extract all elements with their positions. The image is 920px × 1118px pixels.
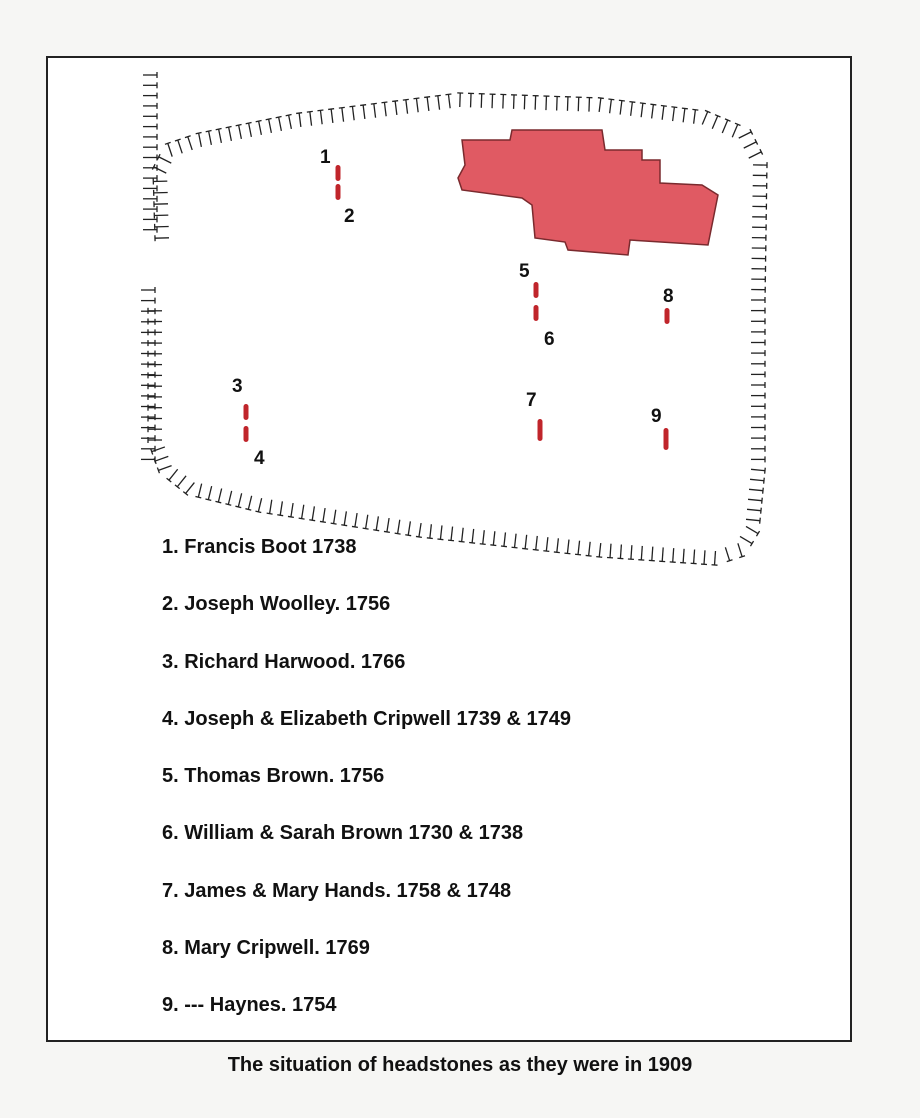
hedge-mark <box>511 95 517 109</box>
hedge-mark <box>752 255 766 261</box>
hedge-mark <box>751 403 765 409</box>
hedge-mark <box>152 164 167 176</box>
hedge-mark <box>245 495 254 510</box>
hedge-mark <box>691 109 699 124</box>
hedge-mark <box>205 485 214 500</box>
legend-item: 8. Mary Cripwell. 1769 <box>162 937 370 960</box>
hedge-mark <box>543 96 549 110</box>
hedge-mark <box>373 516 381 531</box>
legend-item: 6. William & Sarah Brown 1730 & 1738 <box>162 822 524 845</box>
hedge-mark <box>751 456 765 462</box>
hedge-mark <box>299 504 307 519</box>
hedge-mark <box>360 105 368 120</box>
hedge-mark <box>532 96 538 110</box>
hedge-mark <box>750 476 765 483</box>
hedge-mark <box>167 467 180 482</box>
hedge-mark <box>596 98 604 113</box>
headstone-marker <box>244 404 249 420</box>
headstone-number: 1 <box>320 147 331 168</box>
hedge-mark <box>143 144 157 150</box>
hedge-mark <box>435 95 443 110</box>
hedge-mark <box>649 546 656 560</box>
hedge-mark <box>680 549 687 563</box>
hedge-mark <box>255 497 264 512</box>
hedge-mark <box>751 340 765 346</box>
hedge-mark <box>720 119 731 134</box>
hedge-mark <box>746 516 761 523</box>
hedge-mark <box>751 466 766 473</box>
headstone-marker <box>336 165 341 181</box>
headstone-marker <box>538 419 543 441</box>
headstone-legend <box>162 534 571 1050</box>
hedge-mark <box>246 123 255 138</box>
hedge-mark <box>154 189 168 195</box>
hedge-mark <box>143 124 157 130</box>
hedge-mark <box>751 393 765 399</box>
hedge-mark <box>403 99 411 114</box>
hedge-mark <box>154 212 168 218</box>
headstone-marker <box>244 426 249 442</box>
hedge-mark <box>554 96 560 110</box>
hedge-mark <box>649 104 657 119</box>
hedge-mark <box>628 102 636 117</box>
hedge-mark <box>183 481 196 496</box>
hedge-mark <box>341 511 349 526</box>
hedge-mark <box>638 103 646 118</box>
hedge-mark <box>735 542 745 557</box>
hedge-mark <box>235 493 244 508</box>
hedge-mark <box>277 501 285 516</box>
hedge-mark <box>691 549 698 563</box>
hedge-mark <box>154 454 169 464</box>
headstone-number: 4 <box>254 448 265 469</box>
headstone-number: 5 <box>519 261 530 282</box>
hedge-mark <box>143 155 157 161</box>
hedge-mark <box>730 123 741 138</box>
hedge-mark <box>752 224 766 230</box>
hedge-mark <box>157 154 172 166</box>
hedge-mark <box>489 94 495 108</box>
hedge-mark <box>564 97 570 111</box>
hedge-mark <box>747 149 762 161</box>
hedge-mark <box>701 550 708 564</box>
hedge-mark <box>752 193 766 199</box>
hedge-mark <box>744 524 759 536</box>
hedge-mark <box>226 127 235 142</box>
hedge-mark <box>309 506 317 521</box>
hedge-mark <box>267 499 275 514</box>
hedge-mark <box>751 297 765 303</box>
hedge-mark <box>607 544 614 558</box>
church-building <box>458 130 718 255</box>
legend-item: 5. Thomas Brown. 1756 <box>162 765 385 788</box>
hedge-mark <box>143 113 157 119</box>
headstone-number: 8 <box>663 286 674 307</box>
hedge-mark <box>752 245 766 251</box>
legend-item: 9. --- Haynes. 1754 <box>162 994 337 1017</box>
hedge-mark <box>155 235 169 241</box>
hedge-mark <box>468 93 474 107</box>
hedge-mark <box>751 266 765 272</box>
hedge-mark <box>141 298 155 304</box>
hedge-mark <box>751 435 765 441</box>
hedge-mark <box>143 206 157 212</box>
hedge-mark <box>747 506 762 513</box>
hedge-mark <box>723 546 733 561</box>
hedge-mark <box>266 119 275 134</box>
hedge-mark <box>752 214 766 220</box>
map-caption: The situation of headstones as they were in 1909 <box>227 1054 693 1076</box>
hedge-mark <box>371 103 379 118</box>
hedge-mark <box>143 82 157 88</box>
hedge-mark <box>751 382 765 388</box>
hedge-mark <box>751 276 765 282</box>
hedge-mark <box>617 544 624 558</box>
hedge-mark <box>457 93 463 107</box>
hedge-mark <box>596 543 604 558</box>
hedge-mark <box>738 534 753 546</box>
hedge-mark <box>751 318 765 324</box>
hedge-mark <box>586 97 592 111</box>
hedge-mark <box>670 548 677 562</box>
hedge-mark <box>751 446 765 452</box>
hedge-mark <box>575 540 583 555</box>
hedge-mark <box>154 201 168 207</box>
hedge-mark <box>143 175 157 181</box>
hedge-mark <box>392 101 400 116</box>
hedge-mark <box>215 488 224 503</box>
headstone-marker <box>665 308 670 324</box>
hedge-mark <box>751 329 765 335</box>
headstone-marker <box>534 282 539 298</box>
hedge-mark <box>143 103 157 109</box>
hedge-mark <box>185 136 195 151</box>
hedge-mark <box>575 97 581 111</box>
hedge-mark <box>659 105 667 120</box>
hedge-mark <box>141 287 155 293</box>
hedge-mark <box>206 131 215 146</box>
headstone-marker <box>336 184 341 200</box>
hedge-mark <box>307 111 315 126</box>
hedge-mark <box>288 503 296 518</box>
headstone-number: 3 <box>232 376 243 397</box>
hedge-mark <box>478 94 484 108</box>
hedge-mark <box>737 129 752 141</box>
hedge-mark <box>395 519 403 534</box>
hedge-mark <box>256 121 265 136</box>
hedge-mark <box>196 133 205 148</box>
legend-item: 2. Joseph Woolley. 1756 <box>162 593 391 616</box>
hedge-mark <box>165 142 175 157</box>
hedge-mark <box>363 514 371 529</box>
hedge-mark <box>753 162 767 168</box>
hedge-mark <box>753 172 767 178</box>
hedge-mark <box>225 490 234 505</box>
hedge-mark <box>296 113 304 128</box>
churchyard-boundary <box>141 72 767 565</box>
hedge-mark <box>413 98 421 113</box>
hedge-mark <box>742 139 757 151</box>
hedge-mark <box>143 134 157 140</box>
hedge-mark <box>216 129 225 144</box>
headstone-marker <box>534 305 539 321</box>
hedge-mark <box>752 235 766 241</box>
hedge-mark <box>143 196 157 202</box>
headstone-number: 7 <box>526 390 537 411</box>
hedge-mark <box>157 463 172 473</box>
hedge-mark <box>638 546 645 560</box>
hedge-mark <box>751 287 765 293</box>
legend-item: 3. Richard Harwood. 1766 <box>162 650 406 673</box>
hedge-mark <box>286 115 295 130</box>
hedge-mark <box>521 95 527 109</box>
hedge-mark <box>153 178 167 184</box>
headstone-number: 6 <box>544 329 555 350</box>
hedge-mark <box>445 94 453 109</box>
hedge-mark <box>752 203 766 209</box>
hedge-mark <box>175 474 188 489</box>
hedge-mark <box>339 107 347 122</box>
hedge-mark <box>680 108 688 123</box>
legend-item: 1. Francis Boot 1738 <box>162 536 357 558</box>
hedge-mark <box>710 115 721 130</box>
hedge-mark <box>143 185 157 191</box>
hedge-mark <box>753 183 767 189</box>
hedge-mark <box>751 371 765 377</box>
hedge-mark <box>751 414 765 420</box>
headstone-number: 9 <box>651 406 662 427</box>
hedge-mark <box>331 509 339 524</box>
hedge-mark <box>424 97 432 112</box>
hedge-mark <box>320 508 328 523</box>
hedge-mark <box>670 107 678 122</box>
hedge-mark <box>586 542 594 557</box>
hedge-mark <box>749 486 764 493</box>
hedge-mark <box>352 513 360 528</box>
hedge-mark <box>141 456 155 462</box>
hedge-mark <box>712 551 719 565</box>
hedge-mark <box>236 125 245 140</box>
hedge-mark <box>748 496 763 503</box>
hedge-mark <box>349 106 357 121</box>
legend-item: 7. James & Mary Hands. 1758 & 1748 <box>162 879 512 902</box>
hedge-mark <box>628 545 635 559</box>
hedge-mark <box>700 110 711 125</box>
hedge-mark <box>751 308 765 314</box>
hedge-mark <box>607 99 615 114</box>
headstone-marker <box>664 428 669 450</box>
hedge-mark <box>195 483 204 498</box>
hedge-mark <box>384 518 392 533</box>
hedge-mark <box>617 100 625 115</box>
hedge-mark <box>751 361 765 367</box>
hedge-mark <box>500 94 506 108</box>
hedge-mark <box>143 72 157 78</box>
legend-item: 4. Joseph & Elizabeth Cripwell 1739 & 1749 <box>162 707 572 730</box>
hedge-mark <box>659 547 666 561</box>
hedge-mark <box>751 425 765 431</box>
hedge-mark <box>175 139 185 154</box>
hedge-mark <box>751 350 765 356</box>
hedge-mark <box>328 109 336 124</box>
hedge-mark <box>276 117 285 132</box>
headstone-number: 2 <box>344 206 355 227</box>
hedge-mark <box>317 110 325 125</box>
hedge-mark <box>381 102 389 117</box>
hedge-mark <box>143 93 157 99</box>
